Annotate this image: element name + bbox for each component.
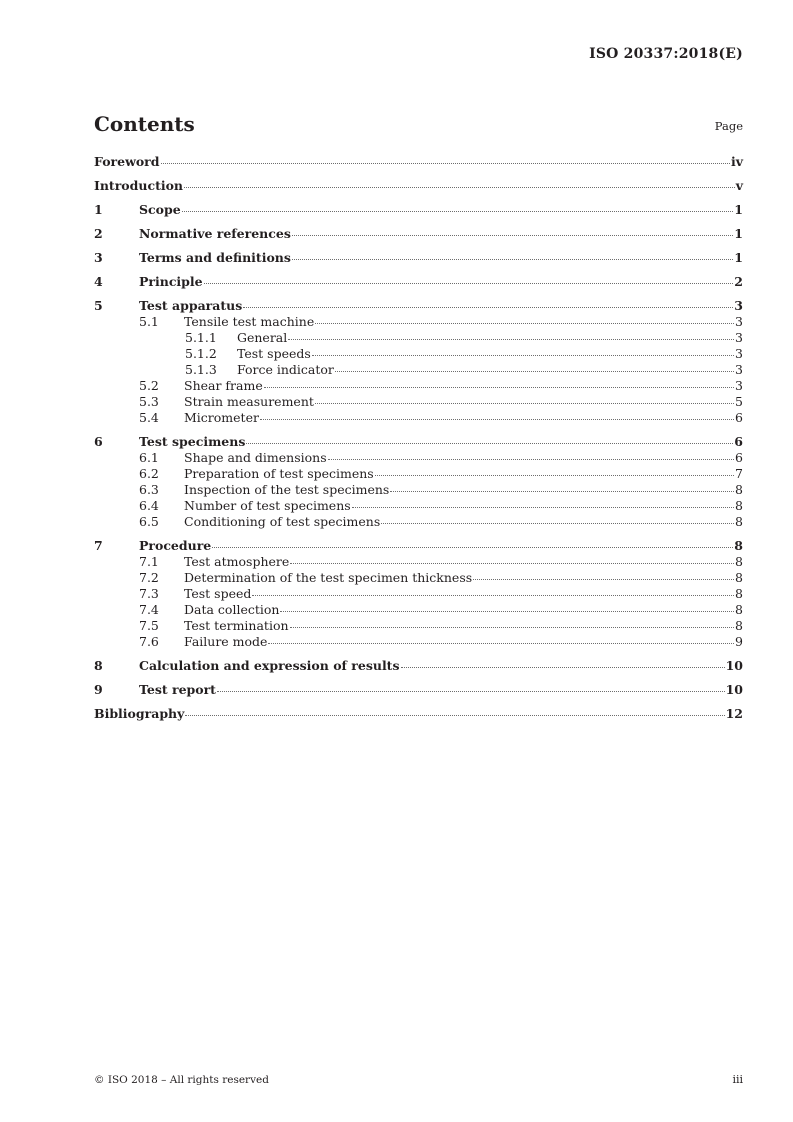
toc-entry-title: Conditioning of test specimens bbox=[184, 514, 381, 529]
toc-entry[interactable] bbox=[94, 618, 743, 634]
toc-entry-number: 6.2 bbox=[139, 466, 159, 481]
dot-leader bbox=[315, 402, 734, 404]
toc-entry-title: Terms and definitions bbox=[139, 250, 291, 265]
toc-entry-title: Introduction bbox=[94, 178, 184, 193]
toc-entry-number: 7.2 bbox=[139, 570, 159, 585]
toc-entry[interactable] bbox=[94, 330, 743, 346]
toc-entry-title: Test speeds bbox=[237, 346, 311, 361]
toc-entry[interactable] bbox=[94, 346, 743, 362]
toc-entry-title: Micrometer bbox=[184, 410, 259, 425]
dot-leader bbox=[292, 234, 733, 236]
toc-entry-title: General bbox=[237, 330, 288, 345]
footer-copyright: © ISO 2018 – All rights reserved bbox=[94, 1074, 269, 1086]
toc-entry-page: iv bbox=[730, 154, 743, 169]
toc-entry-page: 9 bbox=[735, 634, 743, 649]
dot-leader bbox=[246, 442, 733, 444]
toc-entry[interactable] bbox=[94, 274, 743, 290]
dot-leader bbox=[243, 306, 733, 308]
toc-entry-page: 1 bbox=[734, 250, 743, 265]
toc-entry-number: 7.3 bbox=[139, 586, 159, 601]
toc-entry[interactable] bbox=[94, 514, 743, 530]
dot-leader bbox=[352, 506, 734, 508]
toc-entry-number: 7.6 bbox=[139, 634, 159, 649]
toc-entry-page: 8 bbox=[735, 514, 743, 529]
toc-entry[interactable] bbox=[94, 482, 743, 498]
toc-entry[interactable] bbox=[94, 602, 743, 618]
dot-leader bbox=[375, 474, 734, 476]
toc-entry-number: 6.1 bbox=[139, 450, 159, 465]
toc-entry[interactable] bbox=[94, 378, 743, 394]
toc-entry-title: Principle bbox=[139, 274, 203, 289]
dot-leader bbox=[161, 162, 730, 164]
dot-leader bbox=[260, 418, 734, 420]
toc-entry[interactable] bbox=[94, 634, 743, 650]
toc-entry-page: 8 bbox=[735, 586, 743, 601]
toc-entry-title: Procedure bbox=[139, 538, 212, 553]
dot-leader bbox=[315, 322, 734, 324]
toc-entry-number: 8 bbox=[94, 658, 103, 673]
toc-entry-title: Foreword bbox=[94, 154, 160, 169]
toc-entry-title: Force indicator bbox=[237, 362, 334, 377]
toc-entry-page: 8 bbox=[735, 602, 743, 617]
toc-entry[interactable] bbox=[94, 466, 743, 482]
toc-entry[interactable] bbox=[94, 450, 743, 466]
dot-leader bbox=[401, 666, 725, 668]
toc-entry-number: 5 bbox=[94, 298, 103, 313]
toc-entry[interactable] bbox=[94, 154, 743, 170]
toc-entry[interactable] bbox=[94, 706, 743, 722]
toc-entry-title: Calculation and expression of results bbox=[139, 658, 400, 673]
toc-entry-page: 3 bbox=[735, 330, 743, 345]
dot-leader bbox=[381, 522, 734, 524]
dot-leader bbox=[185, 714, 724, 716]
toc-entry-title: Scope bbox=[139, 202, 181, 217]
toc-entry[interactable] bbox=[94, 498, 743, 514]
toc-entry-number: 4 bbox=[94, 274, 103, 289]
toc-entry[interactable] bbox=[94, 554, 743, 570]
toc-entry[interactable] bbox=[94, 658, 743, 674]
toc-entry-title: Failure mode bbox=[184, 634, 268, 649]
contents-heading: Contents bbox=[94, 112, 195, 136]
toc-entry-page: 6 bbox=[734, 434, 743, 449]
dot-leader bbox=[204, 282, 734, 284]
toc-entry-title: Test report bbox=[139, 682, 216, 697]
toc-entry-number: 5.1.1 bbox=[185, 330, 217, 345]
toc-entry-page: 8 bbox=[734, 538, 743, 553]
toc-entry-number: 6.4 bbox=[139, 498, 159, 513]
dot-leader bbox=[473, 578, 734, 580]
dot-leader bbox=[184, 186, 735, 188]
toc-entry-title: Bibliography bbox=[94, 706, 185, 721]
toc-entry-title: Test atmosphere bbox=[184, 554, 290, 569]
toc-entry-number: 6 bbox=[94, 434, 103, 449]
footer-page-number: iii bbox=[732, 1073, 743, 1086]
toc-entry-page: 7 bbox=[735, 466, 743, 481]
toc-entry[interactable] bbox=[94, 362, 743, 378]
toc-entry-page: 10 bbox=[725, 682, 743, 697]
toc-entry-title: Number of test specimens bbox=[184, 498, 351, 513]
toc-entry[interactable] bbox=[94, 226, 743, 242]
toc-entry-number: 7.4 bbox=[139, 602, 159, 617]
toc-entry-page: 6 bbox=[735, 410, 743, 425]
toc-entry-number: 6.5 bbox=[139, 514, 159, 529]
toc-entry-number: 5.1.3 bbox=[185, 362, 217, 377]
toc-entry-page: 6 bbox=[735, 450, 743, 465]
toc-entry[interactable] bbox=[94, 202, 743, 218]
toc-entry[interactable] bbox=[94, 538, 743, 554]
dot-leader bbox=[212, 546, 733, 548]
dot-leader bbox=[268, 642, 734, 644]
dot-leader bbox=[288, 338, 734, 340]
toc-entry-page: 3 bbox=[735, 346, 743, 361]
toc-entry[interactable] bbox=[94, 250, 743, 266]
toc-entry[interactable] bbox=[94, 314, 743, 330]
dot-leader bbox=[217, 690, 725, 692]
toc-entry-title: Test speed bbox=[184, 586, 252, 601]
toc-entry[interactable] bbox=[94, 298, 743, 314]
toc-entry-page: 2 bbox=[734, 274, 743, 289]
dot-leader bbox=[292, 258, 733, 260]
toc-entry-title: Preparation of test specimens bbox=[184, 466, 374, 481]
toc-entry-number: 5.1.2 bbox=[185, 346, 217, 361]
toc-entry-title: Data collection bbox=[184, 602, 280, 617]
toc-entry-title: Determination of the test specimen thickness bbox=[184, 570, 473, 585]
toc-entry-title: Normative references bbox=[139, 226, 291, 241]
toc-entry-page: 1 bbox=[734, 226, 743, 241]
toc-entry-page: 8 bbox=[735, 482, 743, 497]
dot-leader bbox=[390, 490, 734, 492]
dot-leader bbox=[290, 626, 735, 628]
toc-entry-title: Tensile test machine bbox=[184, 314, 315, 329]
toc-entry-page: 1 bbox=[734, 202, 743, 217]
toc-entry-number: 5.2 bbox=[139, 378, 159, 393]
toc-entry-page: 3 bbox=[735, 314, 743, 329]
toc-entry-number: 3 bbox=[94, 250, 103, 265]
dot-leader bbox=[328, 458, 734, 460]
toc-entry[interactable] bbox=[94, 586, 743, 602]
toc-entry-number: 5.3 bbox=[139, 394, 159, 409]
table-of-contents bbox=[94, 154, 743, 722]
dot-leader bbox=[280, 610, 734, 612]
toc-entry-page: 8 bbox=[735, 618, 743, 633]
toc-entry-page: 10 bbox=[725, 658, 743, 673]
page-column-label: Page bbox=[714, 119, 743, 133]
toc-entry[interactable] bbox=[94, 682, 743, 698]
toc-entry-number: 9 bbox=[94, 682, 103, 697]
dot-leader bbox=[264, 386, 734, 388]
toc-entry[interactable] bbox=[94, 434, 743, 450]
toc-entry-number: 7 bbox=[94, 538, 103, 553]
toc-entry-number: 5.4 bbox=[139, 410, 159, 425]
toc-entry[interactable] bbox=[94, 410, 743, 426]
toc-entry-page: v bbox=[735, 178, 743, 193]
toc-entry-page: 8 bbox=[735, 498, 743, 513]
toc-entry-number: 5.1 bbox=[139, 314, 159, 329]
toc-entry-title: Test specimens bbox=[139, 434, 246, 449]
toc-entry-title: Test apparatus bbox=[139, 298, 243, 313]
document-id: ISO 20337:2018(E) bbox=[589, 46, 743, 62]
dot-leader bbox=[252, 594, 734, 596]
toc-entry-page: 8 bbox=[735, 554, 743, 569]
toc-entry-number: 2 bbox=[94, 226, 103, 241]
toc-entry-page: 3 bbox=[734, 298, 743, 313]
toc-entry-title: Strain measurement bbox=[184, 394, 314, 409]
toc-entry[interactable] bbox=[94, 178, 743, 194]
dot-leader bbox=[182, 210, 734, 212]
dot-leader bbox=[312, 354, 734, 356]
toc-entry-title: Inspection of the test specimens bbox=[184, 482, 390, 497]
toc-entry-number: 7.1 bbox=[139, 554, 159, 569]
toc-entry-title: Test termination bbox=[184, 618, 289, 633]
toc-entry[interactable] bbox=[94, 394, 743, 410]
toc-entry-title: Shear frame bbox=[184, 378, 263, 393]
toc-entry[interactable] bbox=[94, 570, 743, 586]
dot-leader bbox=[335, 370, 734, 372]
toc-entry-title: Shape and dimensions bbox=[184, 450, 327, 465]
toc-entry-number: 6.3 bbox=[139, 482, 159, 497]
toc-entry-page: 8 bbox=[735, 570, 743, 585]
dot-leader bbox=[290, 562, 734, 564]
toc-entry-page: 5 bbox=[735, 394, 743, 409]
toc-entry-page: 3 bbox=[735, 378, 743, 393]
toc-entry-number: 7.5 bbox=[139, 618, 159, 633]
toc-entry-number: 1 bbox=[94, 202, 103, 217]
toc-entry-page: 12 bbox=[725, 706, 743, 721]
toc-entry-page: 3 bbox=[735, 362, 743, 377]
